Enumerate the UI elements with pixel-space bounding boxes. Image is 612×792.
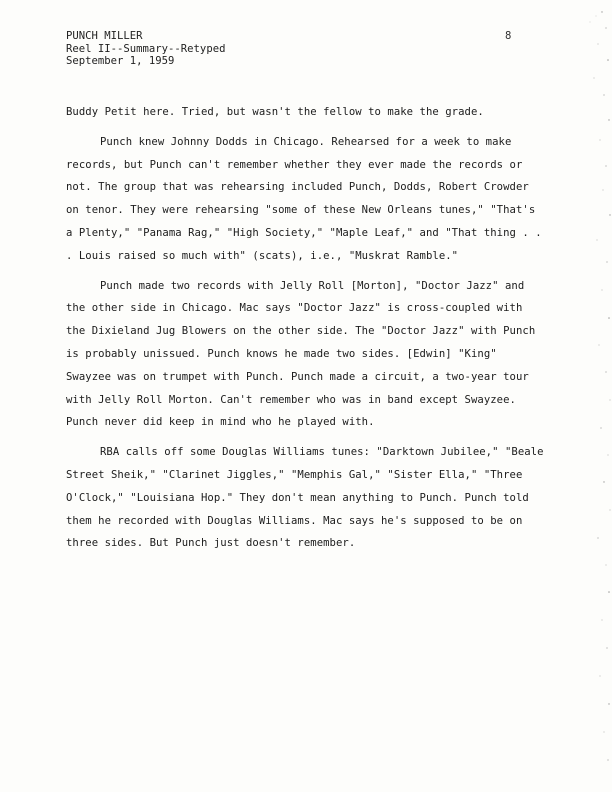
page-number: 8 [505, 30, 512, 42]
header-name: PUNCH MILLER [66, 30, 143, 42]
transcript-body [66, 101, 546, 562]
paragraph-2: Punch knew Johnny Dodds in Chicago. Rehearsed for a week to make records, but Punch can't remember whether they ever made the records or not. The group that was rehearsing included Punch, Dodds, Robert Crowder on tenor. They were rehearsing "some of these New Orleans tunes," "That's a Plenty," "Panama Rag," "High Society," "Maple Leaf," and "That thing . . . Louis raised so much with" (scats), i.e., "Muskrat Ramble." [66, 135, 542, 262]
document-header [66, 30, 225, 68]
paragraph-4: RBA calls off some Douglas Williams tunes: "Darktown Jubilee," "Beale Street Sheik," "Clarinet Jiggles," "Memphis Gal," "Sister Ella," "Three O'Clock," "Louisiana Hop." They don't mean anything to Punch. Punch told them he recorded with Douglas Williams. Mac says he's supposed to be on three sides. But Punch just doesn't remember. [66, 446, 544, 550]
paragraph-1: Buddy Petit here. Tried, but wasn't the fellow to make the grade. [66, 106, 484, 118]
header-date: September 1, 1959 [66, 55, 175, 67]
paragraph-3: Punch made two records with Jelly Roll [Morton], "Doctor Jazz" and the other side in Chicago. Mac says "Doctor Jazz" is cross-coupled with the Dixieland Jug Blowers on the other side. The "Doctor Jazz" with Punch is probably unissued. Punch knows he made two sides. [Edwin] "King" Swayzee was on trumpet with Punch. Punch made a circuit, a two-year tour with Jelly Roll Morton. Can't remember who was in band except Swayzee. Punch never did keep in mind who he played with. [66, 279, 536, 429]
header-reel: Reel II--Summary--Retyped [66, 42, 226, 55]
